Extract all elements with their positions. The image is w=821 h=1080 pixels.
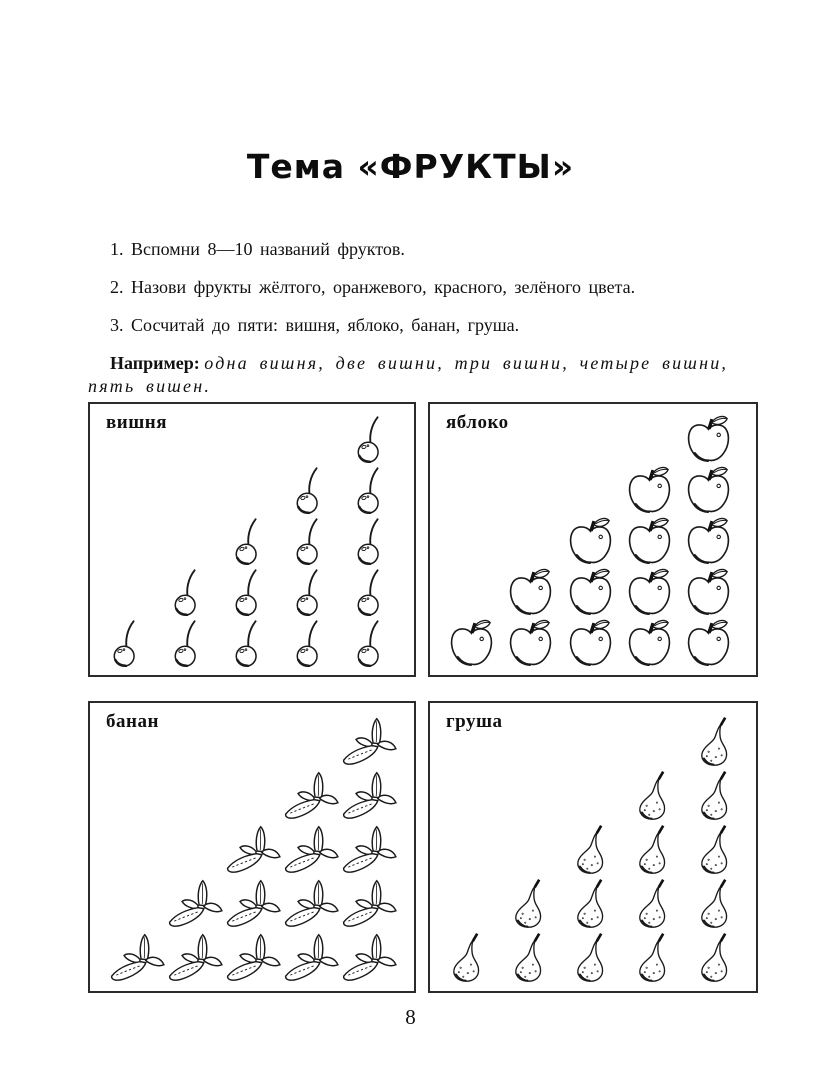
fruit-cell (169, 565, 207, 616)
fruit-staircase (448, 412, 732, 667)
instruction-item (88, 314, 741, 337)
fruit-column-3 (572, 821, 608, 983)
pear-icon (572, 823, 608, 875)
page-number: 8 (405, 1005, 416, 1029)
fruit-column-4 (282, 767, 340, 983)
fruit-cell (567, 565, 614, 616)
pear-icon (572, 931, 608, 983)
instruction-text: Сосчитай до пяти: вишня, яблоко, банан, груша. (131, 315, 520, 335)
fruit-column-2 (510, 875, 546, 983)
pear-icon (696, 769, 732, 821)
fruit-cell (626, 616, 673, 667)
fruit-column-5 (340, 713, 398, 983)
fruit-box-banana (88, 701, 416, 993)
banana-icon (108, 931, 166, 983)
cherry-icon (291, 618, 329, 667)
fruit-column-1 (108, 929, 166, 983)
fruit-box-pear (428, 701, 758, 993)
fruit-cell (567, 616, 614, 667)
banana-icon (340, 715, 398, 767)
fruit-cell (230, 565, 268, 616)
fruit-cell (352, 412, 390, 463)
banana-icon (282, 931, 340, 983)
fruit-cell (340, 875, 398, 929)
cherry-icon (291, 465, 329, 514)
fruit-box-label: груша (446, 711, 503, 732)
fruit-cell (108, 616, 146, 667)
cherry-icon (352, 414, 390, 463)
fruit-box-cherry (88, 402, 416, 677)
fruit-cell (166, 875, 224, 929)
fruit-cell (282, 875, 340, 929)
fruit-cell (352, 463, 390, 514)
banana-icon (282, 823, 340, 875)
fruit-cell (685, 565, 732, 616)
apple-icon (685, 567, 732, 616)
fruit-staircase (448, 713, 732, 983)
cherry-icon (352, 516, 390, 565)
fruit-cell (572, 929, 608, 983)
fruit-cell (685, 514, 732, 565)
fruit-cell (352, 514, 390, 565)
instruction-text: Вспомни 8—10 названий фруктов. (131, 239, 405, 259)
fruit-staircase (108, 713, 390, 983)
fruit-cell (507, 565, 554, 616)
fruit-cell (230, 616, 268, 667)
fruit-column-1 (108, 616, 146, 667)
fruit-box-apple (428, 402, 758, 677)
example-intro: Например: (110, 353, 200, 373)
instructions-list (88, 238, 741, 398)
fruit-cell (510, 929, 546, 983)
banana-icon (340, 931, 398, 983)
apple-icon (626, 516, 673, 565)
pear-icon (634, 877, 670, 929)
cherry-icon (291, 516, 329, 565)
apple-icon (685, 618, 732, 667)
fruit-box-label: яблоко (446, 412, 509, 433)
fruit-column-4 (634, 767, 670, 983)
fruit-column-4 (291, 463, 329, 667)
fruit-column-1 (448, 929, 484, 983)
page-title: Тема «ФРУКТЫ» (246, 147, 575, 186)
fruit-cell (634, 767, 670, 821)
cherry-icon (230, 567, 268, 616)
instruction-number: 1. (110, 239, 124, 259)
fruit-column-2 (507, 565, 554, 667)
fruit-cell (224, 821, 282, 875)
fruit-cell (626, 463, 673, 514)
banana-icon (224, 877, 282, 929)
banana-icon (224, 931, 282, 983)
fruit-cell (291, 514, 329, 565)
pear-icon (696, 877, 732, 929)
fruit-column-5 (685, 412, 732, 667)
fruit-cell (340, 821, 398, 875)
fruit-column-5 (696, 713, 732, 983)
fruit-column-3 (567, 514, 614, 667)
fruit-cell (169, 616, 207, 667)
fruit-column-2 (166, 875, 224, 983)
fruit-staircase (108, 412, 390, 667)
fruit-cell (224, 875, 282, 929)
fruit-cell (696, 929, 732, 983)
fruit-cell (685, 463, 732, 514)
pear-icon (634, 823, 670, 875)
pear-icon (634, 769, 670, 821)
fruit-column-3 (230, 514, 268, 667)
cherry-icon (169, 618, 207, 667)
cherry-icon (352, 618, 390, 667)
fruit-cell (510, 875, 546, 929)
fruit-column-4 (626, 463, 673, 667)
fruit-cell (448, 616, 495, 667)
instruction-number: 3. (110, 315, 124, 335)
example-body: одна вишня, две вишни, три вишни, четыре вишни, (204, 353, 729, 373)
fruit-cell (282, 929, 340, 983)
cherry-icon (352, 465, 390, 514)
cherry-icon (291, 567, 329, 616)
instruction-number: 2. (110, 277, 124, 297)
fruit-box-label: банан (106, 711, 159, 732)
apple-icon (567, 567, 614, 616)
banana-icon (166, 931, 224, 983)
apple-icon (685, 516, 732, 565)
apple-icon (626, 618, 673, 667)
fruit-cell (108, 929, 166, 983)
fruit-column-5 (352, 412, 390, 667)
fruit-cell (282, 767, 340, 821)
cherry-icon (169, 567, 207, 616)
fruit-cell (634, 821, 670, 875)
apple-icon (567, 516, 614, 565)
apple-icon (685, 414, 732, 463)
apple-icon (685, 465, 732, 514)
pear-icon (696, 715, 732, 767)
fruit-box-label: вишня (106, 412, 167, 433)
banana-icon (224, 823, 282, 875)
fruit-cell (352, 565, 390, 616)
fruit-cell (448, 929, 484, 983)
banana-icon (282, 769, 340, 821)
fruit-cell (282, 821, 340, 875)
fruit-cell (634, 875, 670, 929)
pear-icon (696, 931, 732, 983)
fruit-cell (291, 565, 329, 616)
banana-icon (340, 823, 398, 875)
instruction-item (88, 238, 741, 261)
apple-icon (626, 567, 673, 616)
fruit-cell (572, 821, 608, 875)
example-paragraph (88, 352, 741, 398)
pear-icon (634, 931, 670, 983)
banana-icon (340, 769, 398, 821)
instruction-text: Назови фрукты жёлтого, оранжевого, красного, зелёного цвета. (131, 277, 636, 297)
cherry-icon (230, 618, 268, 667)
fruit-cell (291, 616, 329, 667)
banana-icon (340, 877, 398, 929)
fruit-cell (340, 713, 398, 767)
fruit-cell (634, 929, 670, 983)
fruit-cell (507, 616, 554, 667)
cherry-icon (108, 618, 146, 667)
apple-icon (448, 618, 495, 667)
fruit-cell (626, 565, 673, 616)
pear-icon (696, 823, 732, 875)
fruit-cell (230, 514, 268, 565)
fruit-cell (567, 514, 614, 565)
fruit-cell (696, 713, 732, 767)
instruction-item (88, 276, 741, 299)
fruit-cell (685, 616, 732, 667)
fruit-cell (685, 412, 732, 463)
fruit-cell (572, 875, 608, 929)
fruit-cell (340, 929, 398, 983)
banana-icon (166, 877, 224, 929)
fruit-cell (352, 616, 390, 667)
fruit-column-1 (448, 616, 495, 667)
fruit-cell (340, 767, 398, 821)
pear-icon (510, 877, 546, 929)
pear-icon (448, 931, 484, 983)
fruit-column-3 (224, 821, 282, 983)
fruit-cell (696, 767, 732, 821)
fruit-cell (696, 821, 732, 875)
apple-icon (507, 618, 554, 667)
pear-icon (572, 877, 608, 929)
fruit-column-2 (169, 565, 207, 667)
apple-icon (507, 567, 554, 616)
fruit-cell (166, 929, 224, 983)
apple-icon (567, 618, 614, 667)
fruit-cell (224, 929, 282, 983)
cherry-icon (352, 567, 390, 616)
fruit-cell (291, 463, 329, 514)
fruit-cell (626, 514, 673, 565)
example-tail: пять вишен. (88, 376, 212, 396)
apple-icon (626, 465, 673, 514)
banana-icon (282, 877, 340, 929)
fruit-cell (696, 875, 732, 929)
pear-icon (510, 931, 546, 983)
cherry-icon (230, 516, 268, 565)
